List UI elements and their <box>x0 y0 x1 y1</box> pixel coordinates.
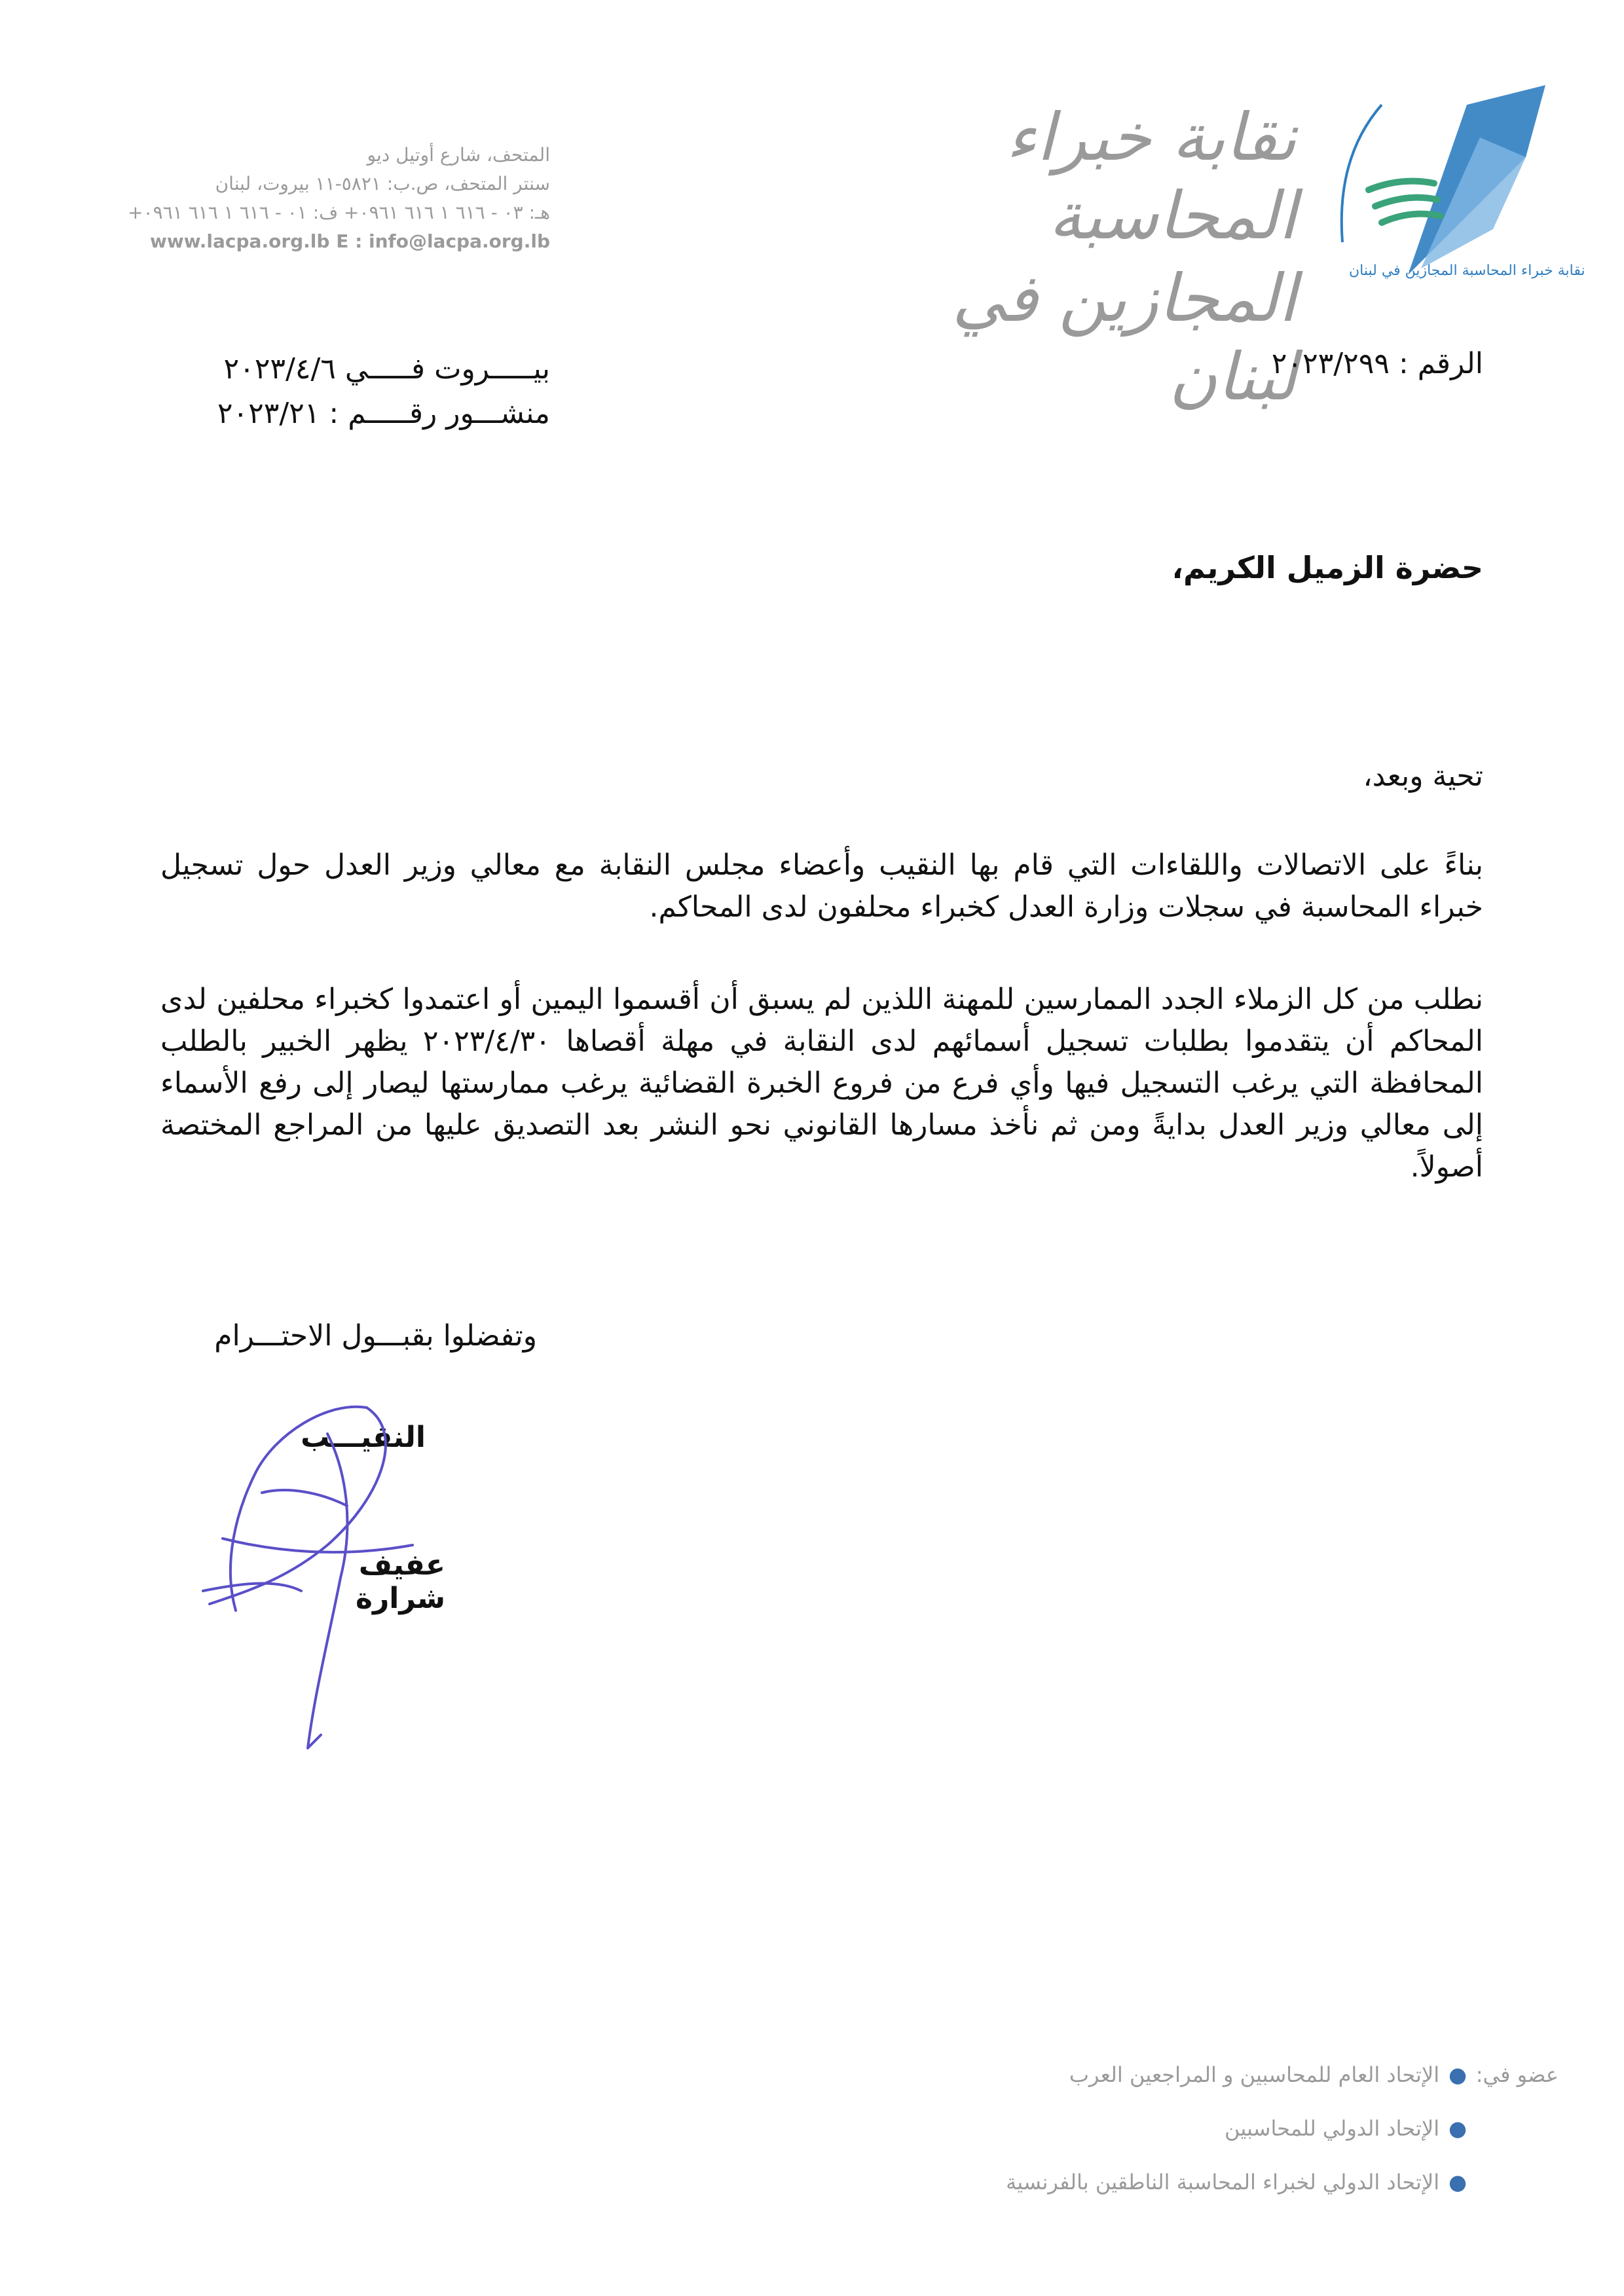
address-line1: المتحف، شارع أوتيل ديو <box>367 144 550 166</box>
place-date: بيـــــروت فـــــي ٢٠٢٣/٤/٦ <box>223 352 550 386</box>
circular-number: منشـــور رقـــــم : ٢٠٢٣/٢١ <box>217 397 550 430</box>
membership-footer <box>851 2062 1559 2223</box>
signatory-name: عفيف شرارة <box>355 1548 445 1615</box>
logo-title <box>864 98 1297 415</box>
salutation: تحية وبعد، <box>1363 759 1483 793</box>
place-date-block <box>118 347 550 436</box>
member-label: عضو في: <box>1475 2062 1559 2087</box>
phone-line: هـ: ٠٣ - ٦١٦ ١ ٦١٦ ٠٩٦١+ ف: ٠١ - ٦١٦ ١ ٦١٦ ٠٩٦١+ <box>128 202 550 223</box>
paragraph-2: نطلب من كل الزملاء الجدد الممارسين للمهنة اللذين لم يسبق أن أقسموا اليمين أو اعتمدوا كخبراء محلفين لدى المحاكم أن يتقدموا بطلبات تسجيل أسمائهم لدى النقابة في مهلة أقصاها ٢٠٢٣/٤/٣٠ يظهر الخبير بالطلب المحافظة التي يرغب التسجيل فيها وأي فرع من فروع الخبرة القضائية يرغب ممارستها ليصار إلى رفع الأسماء إلى معالي وزير العدل بدايةً ومن ثم نأخذ مسارها القانوني نحو النشر بعد التصديق عليها من المراجع المختصة أصولاً. <box>160 983 1483 1184</box>
logo-title-line2: المجازين في لبنان <box>951 260 1297 415</box>
handwritten-signature <box>196 1394 471 1761</box>
greeting: حضرة الزميل الكريم، <box>1172 550 1483 585</box>
syndicate-logo-emblem <box>1329 79 1585 288</box>
paragraph-1: بناءً على الاتصالات واللقاءات التي قام بها النقيب وأعضاء مجلس النقابة مع معالي وزير العدل حول تسجيل خبراء المحاسبة في سجلات وزارة العدل كخبراء محلفون لدى المحاكم. <box>160 848 1483 924</box>
bullet-icon: ● <box>1449 2062 1467 2087</box>
logo-title-line1: نقابة خبراء المحاسبة <box>1005 99 1297 254</box>
closing-line: وتفضلوا بقبـــول الاحتـــرام <box>214 1319 537 1353</box>
bullet-icon: ● <box>1449 2116 1467 2141</box>
membership-item: ●الإتحاد الدولي لخبراء المحاسبة الناطقين بالفرنسية <box>1006 2170 1467 2195</box>
reference-number: الرقم : ٢٠٢٣/٢٩٩ <box>1271 347 1483 380</box>
logo-emblem-text: نقابة خبراء المحاسبة المجازين في لبنان <box>1349 263 1585 279</box>
bullet-icon: ● <box>1449 2170 1467 2195</box>
membership-item: ●الإتحاد الدولي للمحاسبين <box>1224 2116 1467 2141</box>
web-email-line: www.lacpa.org.lb E : info@lacpa.org.lb <box>149 230 550 252</box>
signatory-title: النقيـــب <box>301 1421 426 1454</box>
membership-item: ●الإتحاد العام للمحاسبين و المراجعين العرب <box>1069 2062 1467 2087</box>
address-line2: سنتر المتحف، ص.ب: ٥٨٢١-١١ بيروت، لبنان <box>215 173 550 194</box>
contact-block <box>118 141 550 256</box>
